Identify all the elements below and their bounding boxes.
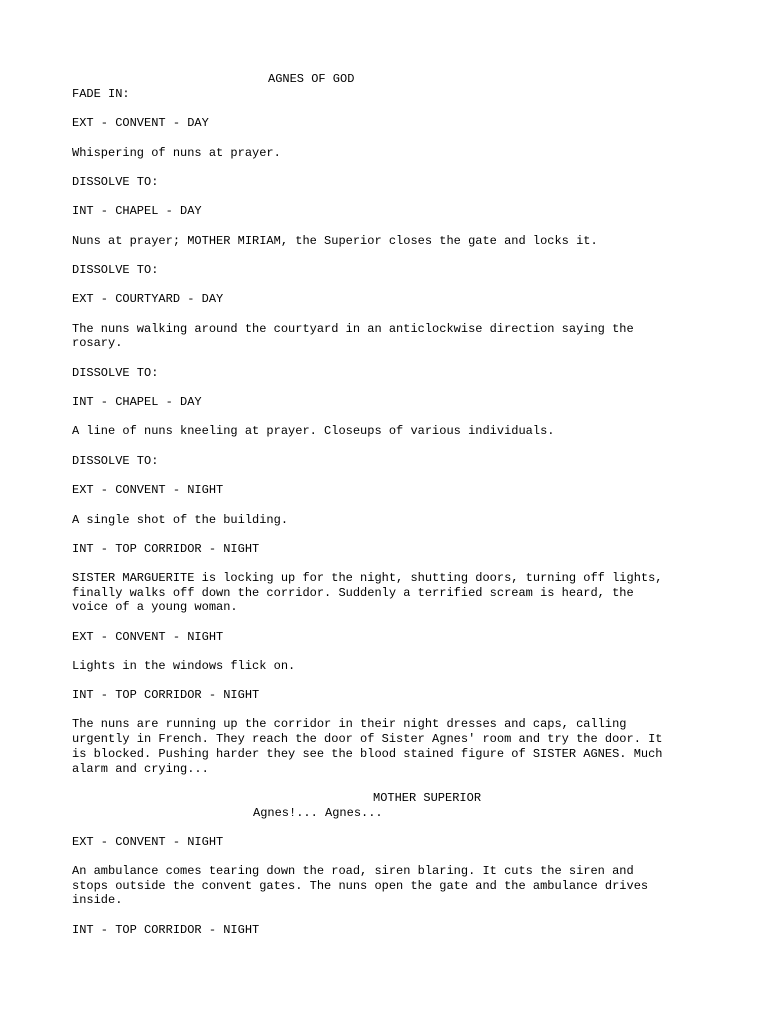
scene-heading: INT - TOP CORRIDOR - NIGHT (72, 542, 260, 556)
transition: DISSOLVE TO: (72, 175, 159, 189)
script-title: AGNES OF GOD (268, 72, 355, 86)
character-name: MOTHER SUPERIOR (373, 791, 482, 805)
action-line: rosary. (72, 336, 123, 350)
transition: DISSOLVE TO: (72, 263, 159, 277)
scene-heading: INT - CHAPEL - DAY (72, 395, 202, 409)
action-line: An ambulance comes tearing down the road, siren blaring. It cuts the siren and (72, 864, 634, 878)
scene-heading: INT - CHAPEL - DAY (72, 204, 202, 218)
scene-heading: INT - TOP CORRIDOR - NIGHT (72, 688, 260, 702)
action-line: A line of nuns kneeling at prayer. Closeups of various individuals. (72, 424, 555, 438)
transition: DISSOLVE TO: (72, 454, 159, 468)
action-line: alarm and crying... (72, 762, 209, 776)
action-line: inside. (72, 893, 123, 907)
action-line: finally walks off down the corridor. Suddenly a terrified scream is heard, the (72, 586, 634, 600)
scene-heading: EXT - CONVENT - NIGHT (72, 835, 224, 849)
action-line: voice of a young woman. (72, 600, 238, 614)
transition: DISSOLVE TO: (72, 366, 159, 380)
scene-heading: INT - TOP CORRIDOR - NIGHT (72, 923, 260, 937)
action-line: Lights in the windows flick on. (72, 659, 296, 673)
action-line: SISTER MARGUERITE is locking up for the night, shutting doors, turning off lights, (72, 571, 663, 585)
action-line: The nuns walking around the courtyard in an anticlockwise direction saying the (72, 322, 634, 336)
action-line: A single shot of the building. (72, 513, 289, 527)
action-line: Whispering of nuns at prayer. (72, 146, 281, 160)
dialogue-line: Agnes!... Agnes... (253, 806, 383, 820)
scene-heading: EXT - CONVENT - NIGHT (72, 630, 224, 644)
scene-heading: EXT - CONVENT - NIGHT (72, 483, 224, 497)
scene-heading: EXT - COURTYARD - DAY (72, 292, 224, 306)
action-line: urgently in French. They reach the door of Sister Agnes' room and try the door. It (72, 732, 663, 746)
action-line: Nuns at prayer; MOTHER MIRIAM, the Superior closes the gate and locks it. (72, 234, 598, 248)
action-line: The nuns are running up the corridor in their night dresses and caps, calling (72, 717, 627, 731)
scene-heading: EXT - CONVENT - DAY (72, 116, 209, 130)
action-line: is blocked. Pushing harder they see the blood stained figure of SISTER AGNES. Much (72, 747, 663, 761)
transition: FADE IN: (72, 87, 130, 101)
action-line: stops outside the convent gates. The nuns open the gate and the ambulance drives (72, 879, 649, 893)
